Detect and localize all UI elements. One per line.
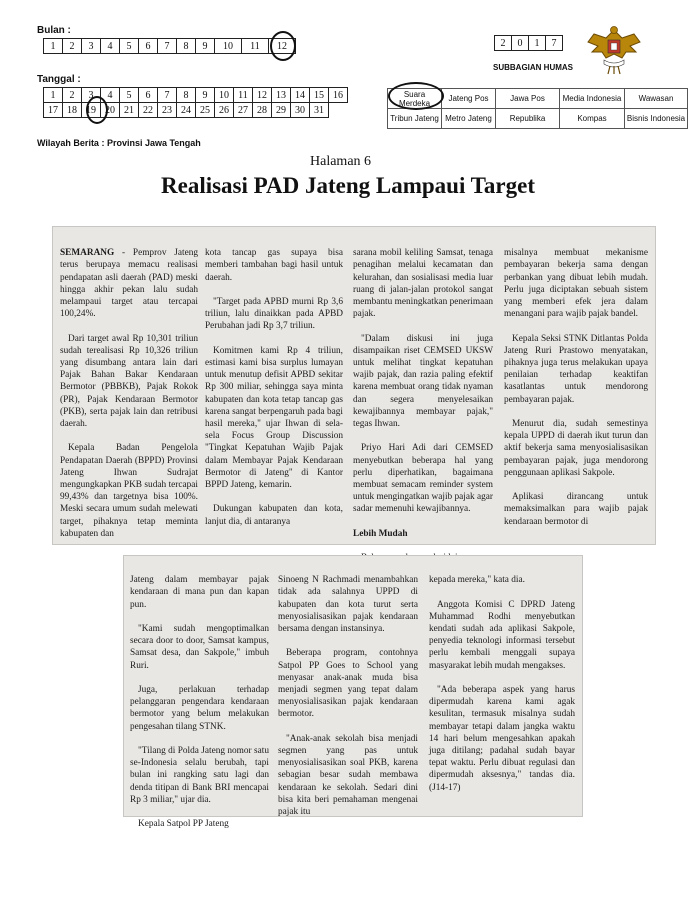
bulan-cell: 9: [196, 39, 215, 54]
bulan-cell: 4: [101, 39, 120, 54]
tanggal-cell: 24: [177, 103, 196, 118]
media-row: [388, 109, 688, 129]
bulan-cell: 1: [44, 39, 63, 54]
clipping-bottom: [123, 555, 583, 830]
tanggal-cell: 25: [196, 103, 215, 118]
media-cell: Jateng Pos: [442, 89, 496, 109]
article-column: [353, 235, 493, 577]
paragraph: Kepala Satpol PP Jateng: [138, 819, 229, 830]
year-grid: [494, 35, 563, 51]
article-column: [205, 235, 343, 540]
tanggal-cell: 21: [120, 103, 139, 118]
paragraph: Dari target awal Rp 10,301 triliun sudah terealisasi Rp 10,326 triliun yang disumbang antara lain dari Pajak Bahan Bakar Kendaraan Bermotor (PBBKB), Pajak Rokok (PR), Pajak Kendaraan Bermotor (PKB), serta pajak lain dan retribusi daerah.: [60, 333, 198, 430]
tanggal-cell: 5: [120, 88, 139, 103]
tanggal-cell: 18: [63, 103, 82, 118]
paragraph: Komitmen kami Rp 4 triliun, estimasi kami bisa surplus lumayan untuk menutup defisit APBD sekitar Rp 300 miliar, sehingga saya minta kabupaten dan kota tetap tancap gas karena sangat berpengaruh pada bagi hasil mereka," ujar Ihwan di sela-sela Focus Group Discussion "Tingkat Kepatuhan Wajib Pajak dalam Membayar Pajak Kendaraan Bermotor di Jateng" di Kantor BPPD Jateng, kemarin.: [205, 345, 343, 491]
tanggal-cell: 15: [310, 88, 329, 103]
tanggal-cell: 19: [82, 103, 101, 118]
media-cell: Bisnis Indonesia: [625, 109, 688, 129]
tanggal-cell: 31: [310, 103, 329, 118]
subheading: Lebih Mudah: [353, 528, 408, 539]
tanggal-label: Tanggal :: [37, 74, 81, 85]
paragraph: SEMARANG - Pemprov Jateng terus berupaya memacu realisasi pendapatan asli daerah (PAD) meski hingga akhir pekan lalu sudah melampaui target atau tercapai 100,24%.: [60, 248, 198, 320]
media-cell: Kompas: [560, 109, 625, 129]
paragraph: Sinoeng N Rachmadi menambahkan tidak ada salahnya UPPD di kabupaten dan kota turut serta menyosialisasikan pajak kendaraan bersama dengan instansinya.: [278, 575, 418, 635]
media-cell: Jawa Pos: [496, 89, 560, 109]
paragraph: "Ada beberapa aspek yang harus dipermudah karena kami agak kesulitan, termasuk misalnya sudah membayar tetapi dalam jangka waktu 14 hari belum mengesahkan apakah juga ditilang; padahal sudah bayar tepat waktu. Perlu dibuat regulasi dan dipermudah aksesnya," tandas dia. (J14-17): [429, 685, 575, 793]
tanggal-cell: 17: [44, 103, 63, 118]
tanggal-cell: 30: [291, 103, 310, 118]
paragraph: sarana mobil keliling Samsat, tenaga penagihan melalui kecamatan dan kelurahan, dan sosialisasi media luar ruang di jalan-jalan protokol sangat membantu meningkatkan penerimaan pajak.: [353, 248, 493, 320]
headline: Realisasi PAD Jateng Lampaui Target: [161, 173, 535, 198]
wilayah-berita: Wilayah Berita : Provinsi Jawa Tengah: [37, 138, 201, 148]
year-digit: 0: [512, 36, 529, 51]
tanggal-cell: 28: [253, 103, 272, 118]
media-cell: Suara Merdeka: [388, 89, 442, 109]
media-cell: Tribun Jateng: [388, 109, 442, 129]
media-circle-mark: [388, 82, 444, 110]
tanggal-circle-mark: [86, 96, 108, 124]
media-cell: Metro Jateng: [442, 109, 496, 129]
tanggal-cell: 11: [234, 88, 253, 103]
subbagian-humas-label: SUBBAGIAN HUMAS: [493, 63, 573, 72]
clipping-top: [52, 226, 656, 545]
tanggal-cell: 20: [101, 103, 120, 118]
bulan-cell: 3: [82, 39, 101, 54]
paragraph: misalnya membuat mekanisme pembayaran bekerja sama dengan perbankan yang dibuat lebih mudah. Perlu juga diciptakan sebuah sistem yang memberi efek jera dalam menangani para wajib pajak bandel.: [504, 248, 648, 320]
paragraph: kepada mereka," kata dia.: [429, 575, 525, 586]
dateline: SEMARANG: [60, 248, 115, 259]
tanggal-empty-cell: [329, 103, 348, 118]
bulan-cell: 11: [242, 39, 269, 54]
bulan-cell: 8: [177, 39, 196, 54]
bulan-circle-mark: [270, 31, 296, 61]
article-column: [504, 235, 648, 540]
paragraph: Anggota Komisi C DPRD Jateng Muhammad Rodhi menyebutkan kendati sudah ada aplikasi Sakpole, penyedia teknologi informasi tersebut perlu kembali menggali supaya masyarakat lebih mudah mengakses.: [429, 599, 575, 671]
halaman-label: Halaman 6: [310, 154, 372, 169]
bulan-cell: 2: [63, 39, 82, 54]
tanggal-cell: 26: [215, 103, 234, 118]
tanggal-cell: 2: [63, 88, 82, 103]
paragraph: Aplikasi dirancang untuk memaksimalkan para wajib pajak kendaraan bermotor di: [504, 492, 648, 527]
paragraph: "Dalam diskusi ini juga disampaikan riset CEMSED UKSW untuk melihat tingkat kepatuhan wajib pajak, dan razia paling efektif karena membuat orang tidak nyaman dan segera menyelesaikan kewajibannya membayar pajak," tegas Ihwan.: [353, 333, 493, 430]
paragraph: Dukungan kabupaten dan kota, lanjut dia, di antaranya: [205, 504, 343, 527]
paragraph: "Tilang di Polda Jateng nomor satu se-Indonesia selalu berubah, tapi bulan ini rangking satu lagi dan denda titipan di Bank BRI mencapai Rp 3 miliar," ujar dia.: [130, 746, 269, 805]
tanggal-cell: 3: [82, 88, 101, 103]
tanggal-cell: 8: [177, 88, 196, 103]
media-cell: Wawasan: [625, 89, 688, 109]
paragraph: Kepala Seksi STNK Ditlantas Polda Jateng Ruri Prastowo menyatakan, pihaknya juga terus melakukan upaya penilaian terhadap keaktifan kasatlantas untuk mendorong pembayaran pajak.: [504, 333, 648, 405]
tanggal-cell: 10: [215, 88, 234, 103]
paragraph: Beberapa program, contohnya Satpol PP Goes to School yang menyasar anak-anak muda bisa menjadi segmen yang tepat dalam menyosialisasikan pajak kendaraan bermotor.: [278, 648, 418, 720]
bulan-cell: 5: [120, 39, 139, 54]
paragraph: Juga, perlakuan terhadap pelanggaran pengendara kendaraan bermotor yang belum melakukan pengesahan tilang STNK.: [130, 685, 269, 732]
year-digit: 2: [495, 36, 512, 51]
paragraph: "Anak-anak sekolah bisa menjadi segmen yang pas untuk menyosialisasikan soal PKB, karena sebagian besar sudah membawa kendaraan ke sekolah. Sedari dini bisa kita beri pemahaman mengenai pajak itu: [278, 733, 418, 818]
tanggal-cell: 13: [272, 88, 291, 103]
paragraph: Priyo Hari Adi dari CEMSED menyebutkan beberapa hal yang perlu diperhatikan, bagaimana membuat semacam reminder system untuk mengingatkan wajib pajak agar sadar memenuhi kewajibannya.: [353, 443, 493, 515]
tanggal-cell: 16: [329, 88, 348, 103]
paragraph: Kepala Badan Pengelola Pendapatan Daerah (BPPD) Provinsi Jateng Ihwan Sudrajat mengungkapkan PKB sudah tercapai 99,43% dan targetnya bisa 100%. Meski secara umum sudah melewati target, pihaknya tetap meminta kabupaten dan: [60, 443, 198, 539]
tanggal-cell: 7: [158, 88, 177, 103]
tanggal-cell: 29: [272, 103, 291, 118]
year-digit: 7: [546, 36, 563, 51]
media-cell: Media Indonesia: [560, 89, 625, 109]
tanggal-cell: 14: [291, 88, 310, 103]
bulan-cell: 7: [158, 39, 177, 54]
tanggal-cell: 23: [158, 103, 177, 118]
bulan-grid: [43, 38, 296, 54]
bulan-label: Bulan :: [37, 25, 71, 36]
article-column: [60, 235, 198, 552]
tanggal-cell: 12: [253, 88, 272, 103]
tanggal-cell: 22: [139, 103, 158, 118]
article-column: [278, 562, 418, 830]
media-cell: Republika: [496, 109, 560, 129]
year-digit: 1: [529, 36, 546, 51]
bulan-cell: 10: [215, 39, 242, 54]
paragraph: "Kami sudah mengoptimalkan secara door to door, Samsat kampus, Samsat desa, dan Sakpole," imbuh Ruri.: [130, 624, 269, 671]
bulan-cell: 6: [139, 39, 158, 54]
paragraph: Jateng dalam membayar pajak kendaraan di mana pun dan kapan pun.: [130, 575, 269, 610]
paragraph: "Target pada APBD murni Rp 3,6 triliun, lalu dinaikkan pada APBD Perubahan jadi Rp 3,7 triliun.: [205, 297, 343, 332]
tanggal-cell: 4: [101, 88, 120, 103]
tanggal-cell: 27: [234, 103, 253, 118]
tanggal-cell: 9: [196, 88, 215, 103]
tanggal-cell: 6: [139, 88, 158, 103]
paragraph: kota tancap gas supaya bisa memberi tambahan bagi hasil untuk daerah.: [205, 248, 343, 283]
garuda-emblem-icon: [584, 24, 644, 76]
article-column: [130, 562, 269, 843]
article-column: [429, 562, 575, 806]
paragraph: Menurut dia, sudah semestinya kepala UPPD di daerah ikut turun dan aktif bekerja sama menyosialisasikan pembayaran pajak, juga mendorong penggunaan aplikasi Sakpole.: [504, 419, 648, 478]
bulan-cell: 12: [269, 39, 296, 54]
tanggal-cell: 1: [44, 88, 63, 103]
